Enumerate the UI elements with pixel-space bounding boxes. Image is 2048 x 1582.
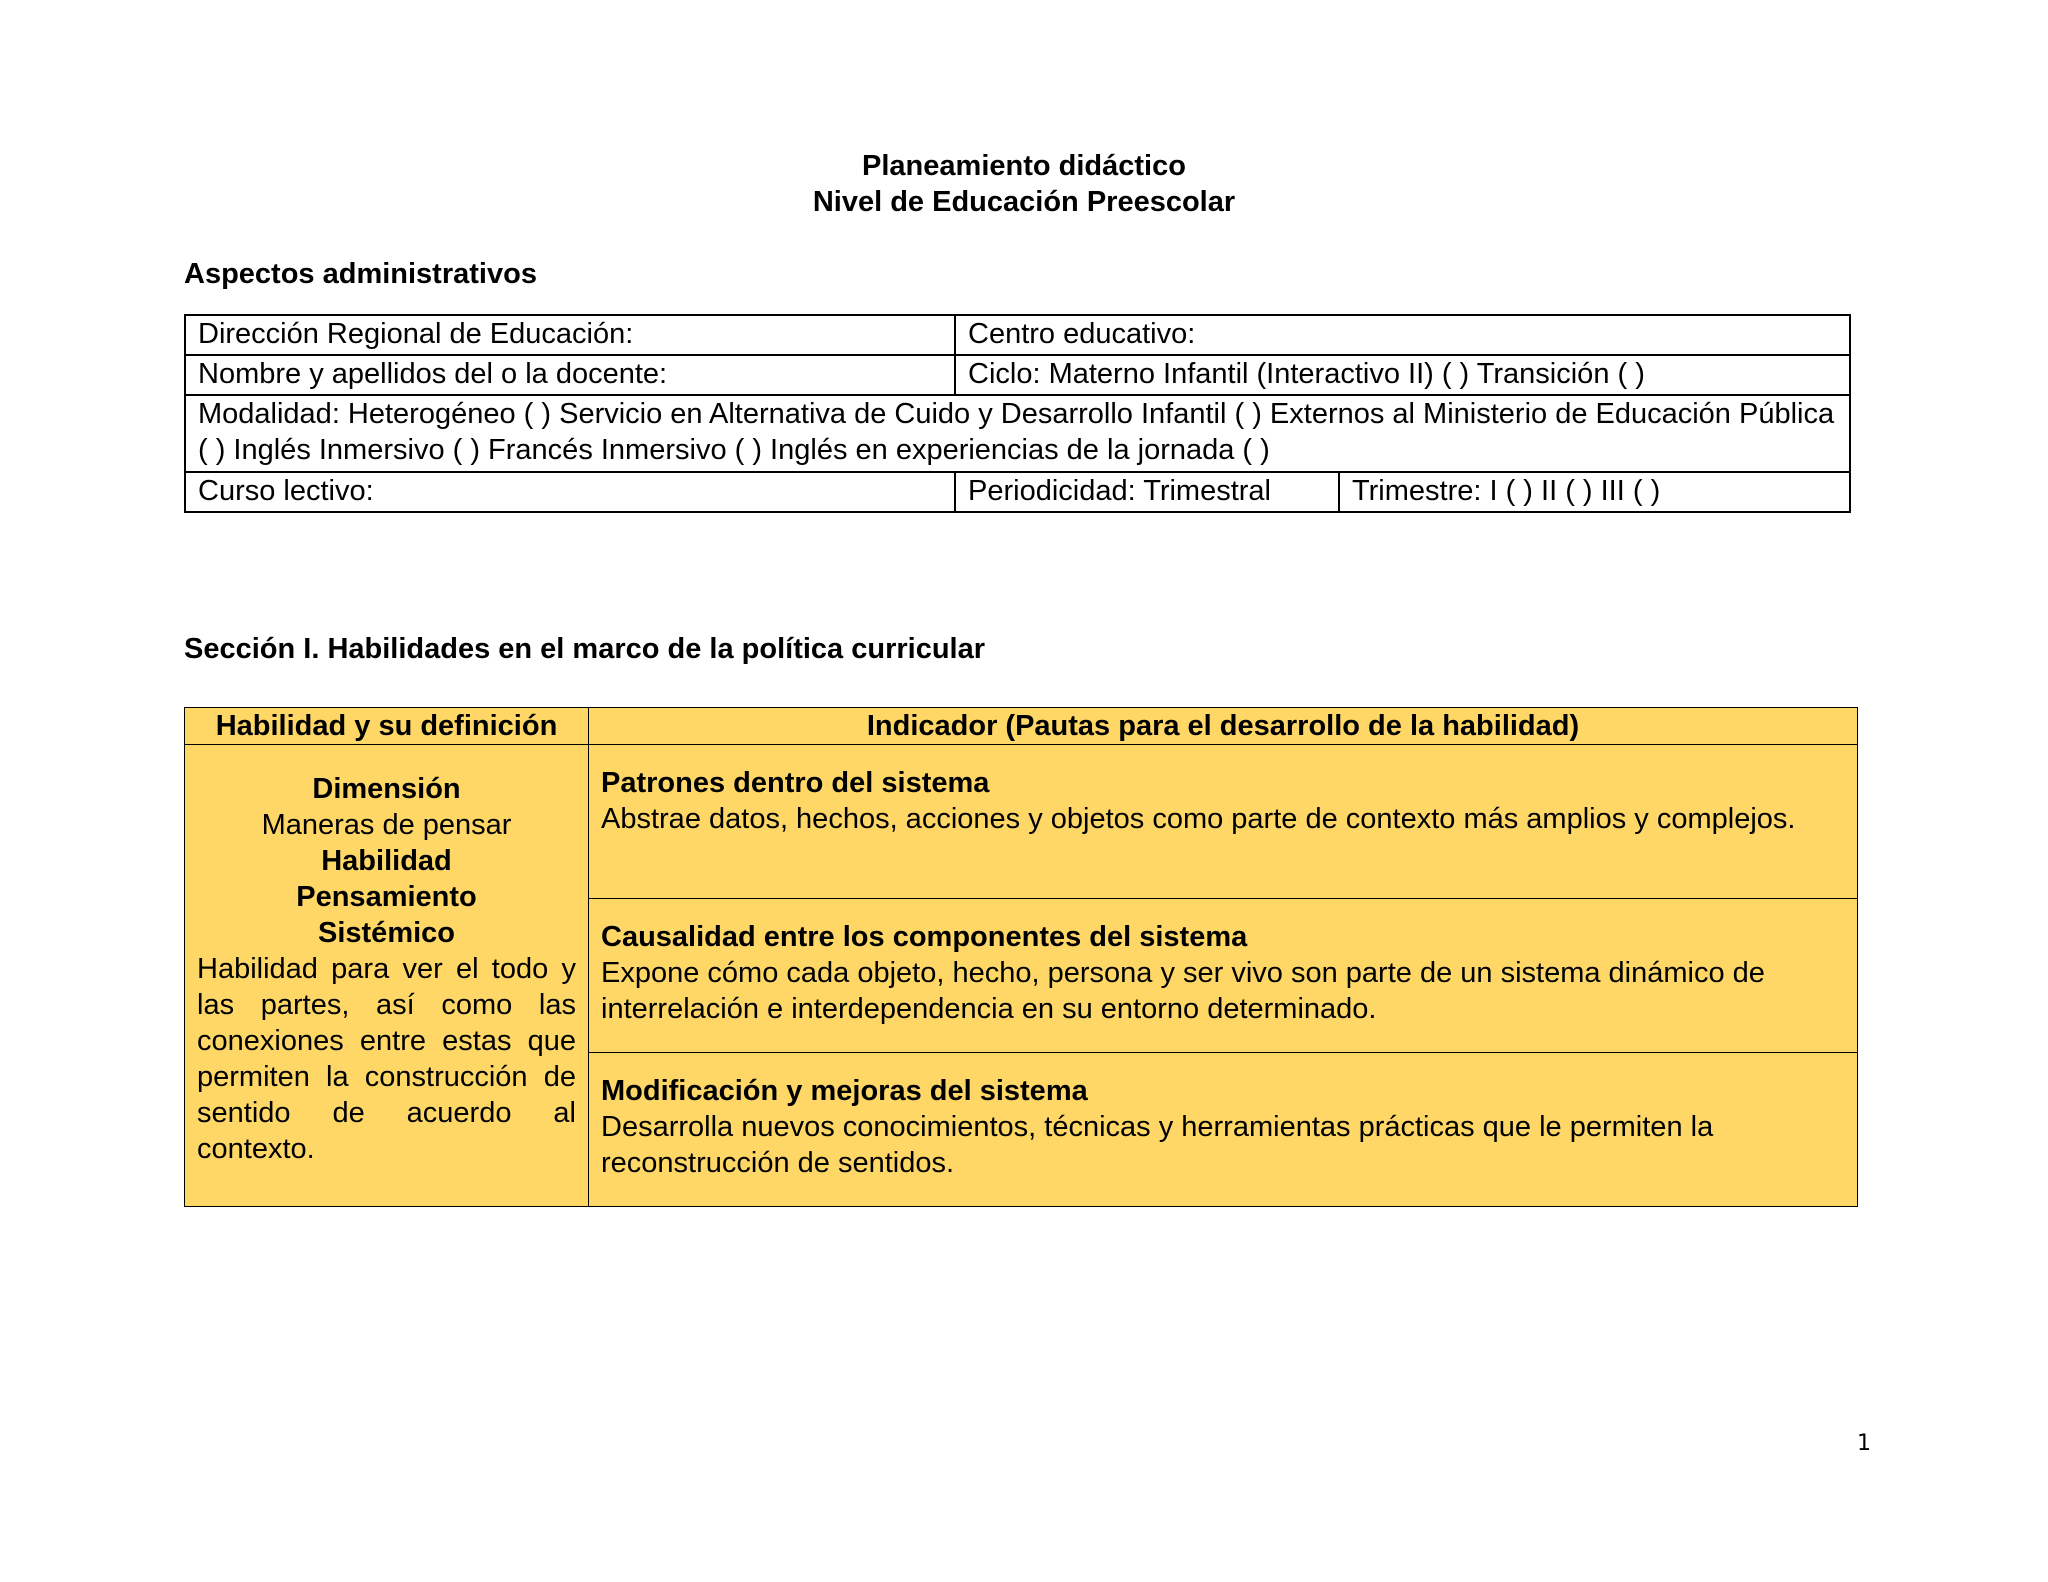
- skill-value: Pensamiento Sistémico: [296, 881, 477, 949]
- page-number: 1: [1857, 1431, 1871, 1456]
- admin-heading: Aspectos administrativos: [184, 258, 537, 290]
- centro-field[interactable]: Centro educativo:: [955, 315, 1850, 355]
- indicator-cell: [589, 899, 1858, 1053]
- indicator-title: Causalidad entre los componentes del sistema: [601, 921, 1248, 953]
- table-row: [185, 395, 1850, 473]
- table-row: [185, 745, 1858, 899]
- table-row: [185, 315, 1850, 355]
- section1-heading: Sección I. Habilidades en el marco de la política curricular: [184, 633, 986, 665]
- curso-field[interactable]: Curso lectivo:: [185, 472, 955, 512]
- periodicidad-field: Periodicidad: Trimestral: [955, 472, 1339, 512]
- trimestre-field[interactable]: Trimestre: I ( ) II ( ) III ( ): [1339, 472, 1850, 512]
- dimension-value: Maneras de pensar: [261, 809, 512, 841]
- indicator-description: Desarrolla nuevos conocimientos, técnicas y herramientas prácticas que le permiten la reconstrucción de sentidos.: [601, 1111, 1714, 1179]
- page-subtitle: Nivel de Educación Preescolar: [812, 186, 1236, 218]
- dimension-label: Dimensión: [312, 773, 461, 805]
- page-title: Planeamiento didáctico: [862, 150, 1186, 182]
- table-header-row: [185, 708, 1858, 745]
- admin-table: [184, 314, 1851, 513]
- modalidad-field[interactable]: Modalidad: Heterogéneo ( ) Servicio en Alternativa de Cuido y Desarrollo Infantil ( ) Externos al Ministerio de Educación Pública ( ) Inglés Inmersivo ( ) Francés Inmersivo ( ) Inglés en experiencias de la jornada ( ): [185, 395, 1850, 473]
- docente-field[interactable]: Nombre y apellidos del o la docente:: [185, 355, 955, 395]
- skill-cell: [185, 745, 589, 1207]
- indicator-cell: [589, 1053, 1858, 1207]
- column-header-skill: Habilidad y su definición: [185, 708, 589, 745]
- indicator-description: Expone cómo cada objeto, hecho, persona y ser vivo son parte de un sistema dinámico de interrelación e interdependencia en su entorno determinado.: [601, 957, 1765, 1025]
- table-row: [185, 355, 1850, 395]
- ciclo-field[interactable]: Ciclo: Materno Infantil (Interactivo II) ( ) Transición ( ): [955, 355, 1850, 395]
- column-header-indicator: Indicador (Pautas para el desarrollo de la habilidad): [589, 708, 1858, 745]
- indicator-cell: [589, 745, 1858, 899]
- indicator-title: Patrones dentro del sistema: [601, 767, 990, 799]
- indicator-description: Abstrae datos, hechos, acciones y objetos como parte de contexto más amplios y complejos.: [601, 803, 1796, 835]
- skill-label: Habilidad: [321, 845, 452, 877]
- table-row: [185, 472, 1850, 512]
- indicator-title: Modificación y mejoras del sistema: [601, 1075, 1088, 1107]
- skill-definition: Habilidad para ver el todo y las partes, así como las conexiones entre estas que permiten la construcción de sentido de acuerdo al contexto.: [197, 953, 576, 1165]
- regional-field[interactable]: Dirección Regional de Educación:: [185, 315, 955, 355]
- skills-table: [184, 707, 1858, 1207]
